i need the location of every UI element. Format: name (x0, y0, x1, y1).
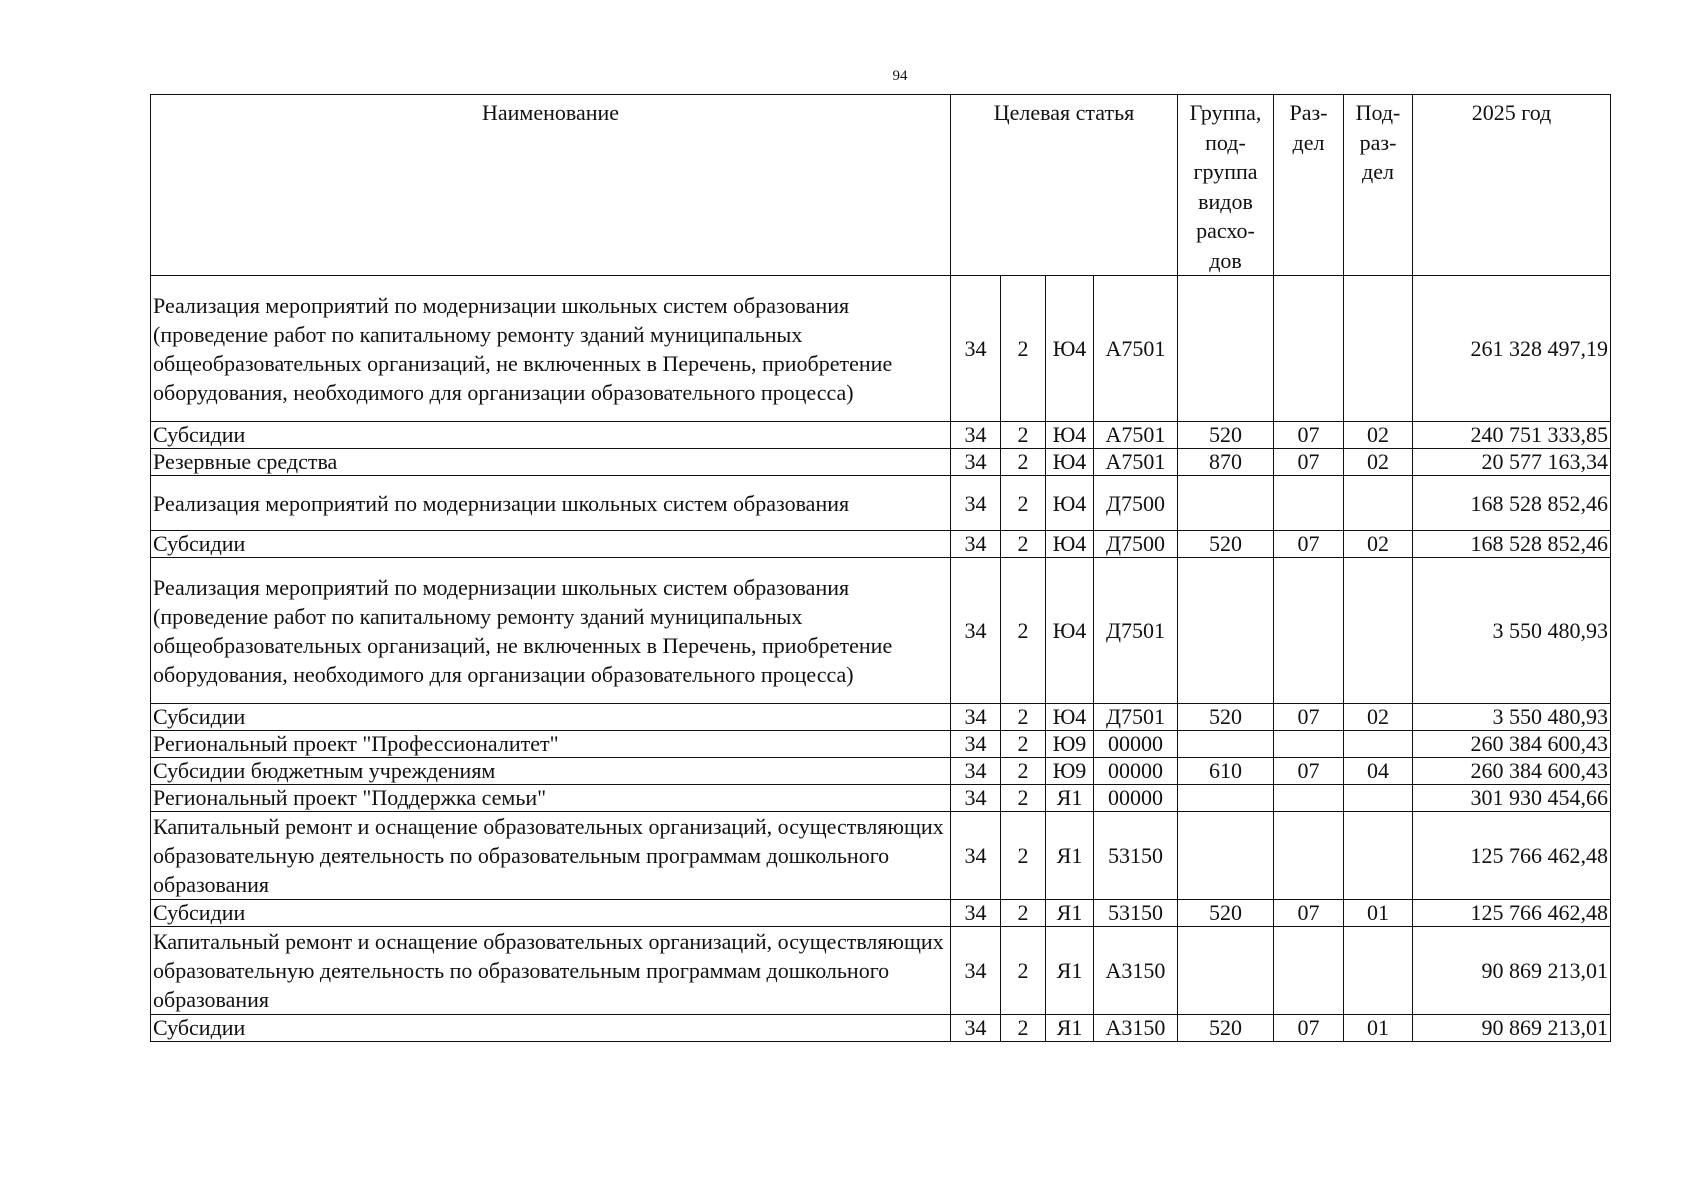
row-target-subprogram: 2 (1001, 731, 1046, 758)
row-amount: 301 930 454,66 (1413, 785, 1611, 812)
row-group (1178, 785, 1274, 812)
row-subsection (1344, 276, 1413, 422)
page-number: 94 (892, 68, 908, 84)
row-group (1178, 558, 1274, 704)
table-row (151, 276, 1611, 422)
row-name: Реализация мероприятий по модернизации школьных систем образования (151, 476, 951, 531)
row-target-program: 34 (951, 758, 1001, 785)
row-section (1274, 812, 1344, 900)
row-target-project: Ю4 (1046, 422, 1094, 449)
row-target-program: 34 (951, 927, 1001, 1015)
row-target-subprogram: 2 (1001, 476, 1046, 531)
header-row (151, 95, 1611, 276)
row-name: Реализация мероприятий по модернизации школьных систем образования (проведение работ по капитальному ремонту зданий муниципальных общеобразовательных организаций, не включенных в Перечень, приобретение оборудования, необходимого для организации образовательного процесса) (151, 276, 951, 422)
row-target-direction: А7501 (1094, 422, 1178, 449)
table-row (151, 785, 1611, 812)
row-name: Субсидии (151, 1015, 951, 1042)
row-name: Субсидии (151, 531, 951, 558)
row-target-direction: А7501 (1094, 449, 1178, 476)
row-target-subprogram: 2 (1001, 449, 1046, 476)
row-target-program: 34 (951, 1015, 1001, 1042)
row-name: Региональный проект "Профессионалитет" (151, 731, 951, 758)
row-section: 07 (1274, 900, 1344, 927)
row-subsection: 02 (1344, 422, 1413, 449)
row-target-subprogram: 2 (1001, 927, 1046, 1015)
table-row (151, 900, 1611, 927)
row-target-subprogram: 2 (1001, 558, 1046, 704)
row-target-subprogram: 2 (1001, 785, 1046, 812)
budget-table (150, 94, 1611, 1042)
header-group: Группа, под- группа видов расхо- дов (1178, 95, 1274, 276)
row-target-subprogram: 2 (1001, 276, 1046, 422)
row-subsection: 02 (1344, 531, 1413, 558)
row-target-subprogram: 2 (1001, 1015, 1046, 1042)
row-target-project: Я1 (1046, 927, 1094, 1015)
row-amount: 168 528 852,46 (1413, 531, 1611, 558)
row-amount: 125 766 462,48 (1413, 900, 1611, 927)
table-row (151, 927, 1611, 1015)
row-group: 520 (1178, 422, 1274, 449)
row-target-program: 34 (951, 558, 1001, 704)
row-name: Субсидии (151, 704, 951, 731)
row-subsection (1344, 785, 1413, 812)
row-name: Резервные средства (151, 449, 951, 476)
table-row (151, 812, 1611, 900)
table-row (151, 449, 1611, 476)
row-subsection (1344, 558, 1413, 704)
row-section (1274, 476, 1344, 531)
row-target-direction: А3150 (1094, 927, 1178, 1015)
row-subsection (1344, 731, 1413, 758)
row-group (1178, 812, 1274, 900)
row-target-project: Ю4 (1046, 276, 1094, 422)
row-target-project: Ю4 (1046, 704, 1094, 731)
row-target-program: 34 (951, 476, 1001, 531)
row-section: 07 (1274, 1015, 1344, 1042)
row-group: 520 (1178, 900, 1274, 927)
table-row (151, 558, 1611, 704)
row-target-program: 34 (951, 531, 1001, 558)
row-group (1178, 731, 1274, 758)
row-target-subprogram: 2 (1001, 900, 1046, 927)
row-subsection (1344, 812, 1413, 900)
row-target-direction: 53150 (1094, 812, 1178, 900)
row-amount: 20 577 163,34 (1413, 449, 1611, 476)
row-target-program: 34 (951, 731, 1001, 758)
row-section: 07 (1274, 758, 1344, 785)
row-target-program: 34 (951, 422, 1001, 449)
row-target-direction: 00000 (1094, 758, 1178, 785)
row-section: 07 (1274, 704, 1344, 731)
row-target-project: Я1 (1046, 900, 1094, 927)
table-row (151, 1015, 1611, 1042)
row-section: 07 (1274, 531, 1344, 558)
row-target-subprogram: 2 (1001, 704, 1046, 731)
row-target-subprogram: 2 (1001, 812, 1046, 900)
row-name: Субсидии (151, 422, 951, 449)
row-target-subprogram: 2 (1001, 531, 1046, 558)
row-target-subprogram: 2 (1001, 758, 1046, 785)
row-amount: 3 550 480,93 (1413, 558, 1611, 704)
row-name: Региональный проект "Поддержка семьи" (151, 785, 951, 812)
row-group (1178, 476, 1274, 531)
row-section (1274, 558, 1344, 704)
row-target-project: Ю4 (1046, 476, 1094, 531)
row-name: Реализация мероприятий по модернизации школьных систем образования (проведение работ по капитальному ремонту зданий муниципальных общеобразовательных организаций, не включенных в Перечень, приобретение оборудования, необходимого для организации образовательного процесса) (151, 558, 951, 704)
row-group: 610 (1178, 758, 1274, 785)
row-target-direction: 00000 (1094, 785, 1178, 812)
row-target-direction: 00000 (1094, 731, 1178, 758)
table-row (151, 531, 1611, 558)
row-subsection: 01 (1344, 900, 1413, 927)
row-amount: 240 751 333,85 (1413, 422, 1611, 449)
row-section (1274, 785, 1344, 812)
row-amount: 261 328 497,19 (1413, 276, 1611, 422)
row-subsection: 04 (1344, 758, 1413, 785)
row-name: Капитальный ремонт и оснащение образовательных организаций, осуществляющих образовательную деятельность по образовательным программам дошкольного образования (151, 812, 951, 900)
row-section (1274, 927, 1344, 1015)
row-group (1178, 927, 1274, 1015)
row-subsection: 02 (1344, 704, 1413, 731)
row-target-direction: А3150 (1094, 1015, 1178, 1042)
row-name: Субсидии бюджетным учреждениям (151, 758, 951, 785)
row-name: Субсидии (151, 900, 951, 927)
row-amount: 125 766 462,48 (1413, 812, 1611, 900)
header-target: Целевая статья (951, 95, 1178, 276)
table-row (151, 758, 1611, 785)
row-target-project: Ю9 (1046, 731, 1094, 758)
row-amount: 90 869 213,01 (1413, 927, 1611, 1015)
row-section (1274, 276, 1344, 422)
table-row (151, 422, 1611, 449)
row-target-direction: А7501 (1094, 276, 1178, 422)
row-target-project: Ю4 (1046, 531, 1094, 558)
row-section: 07 (1274, 449, 1344, 476)
row-target-program: 34 (951, 785, 1001, 812)
row-target-direction: Д7501 (1094, 558, 1178, 704)
row-target-subprogram: 2 (1001, 422, 1046, 449)
row-target-program: 34 (951, 704, 1001, 731)
row-subsection (1344, 476, 1413, 531)
table-row (151, 731, 1611, 758)
row-group: 870 (1178, 449, 1274, 476)
row-target-program: 34 (951, 900, 1001, 927)
row-section (1274, 731, 1344, 758)
row-subsection (1344, 927, 1413, 1015)
header-year: 2025 год (1413, 95, 1611, 276)
row-target-project: Я1 (1046, 1015, 1094, 1042)
row-target-direction: Д7500 (1094, 531, 1178, 558)
row-target-direction: Д7501 (1094, 704, 1178, 731)
row-subsection: 02 (1344, 449, 1413, 476)
row-name: Капитальный ремонт и оснащение образовательных организаций, осуществляющих образовательную деятельность по образовательным программам дошкольного образования (151, 927, 951, 1015)
row-amount: 260 384 600,43 (1413, 731, 1611, 758)
row-amount: 90 869 213,01 (1413, 1015, 1611, 1042)
header-name: Наименование (151, 95, 951, 276)
row-target-project: Ю4 (1046, 449, 1094, 476)
row-subsection: 01 (1344, 1015, 1413, 1042)
row-target-program: 34 (951, 449, 1001, 476)
row-target-direction: Д7500 (1094, 476, 1178, 531)
header-subsection: Под- раз- дел (1344, 95, 1413, 276)
row-amount: 3 550 480,93 (1413, 704, 1611, 731)
row-section: 07 (1274, 422, 1344, 449)
row-group (1178, 276, 1274, 422)
table-row (151, 476, 1611, 531)
row-group: 520 (1178, 531, 1274, 558)
row-amount: 260 384 600,43 (1413, 758, 1611, 785)
row-target-program: 34 (951, 276, 1001, 422)
row-target-project: Ю9 (1046, 758, 1094, 785)
header-section: Раз- дел (1274, 95, 1344, 276)
row-target-program: 34 (951, 812, 1001, 900)
row-group: 520 (1178, 704, 1274, 731)
row-amount: 168 528 852,46 (1413, 476, 1611, 531)
table-row (151, 704, 1611, 731)
row-target-project: Я1 (1046, 785, 1094, 812)
row-target-direction: 53150 (1094, 900, 1178, 927)
row-target-project: Я1 (1046, 812, 1094, 900)
row-group: 520 (1178, 1015, 1274, 1042)
row-target-project: Ю4 (1046, 558, 1094, 704)
